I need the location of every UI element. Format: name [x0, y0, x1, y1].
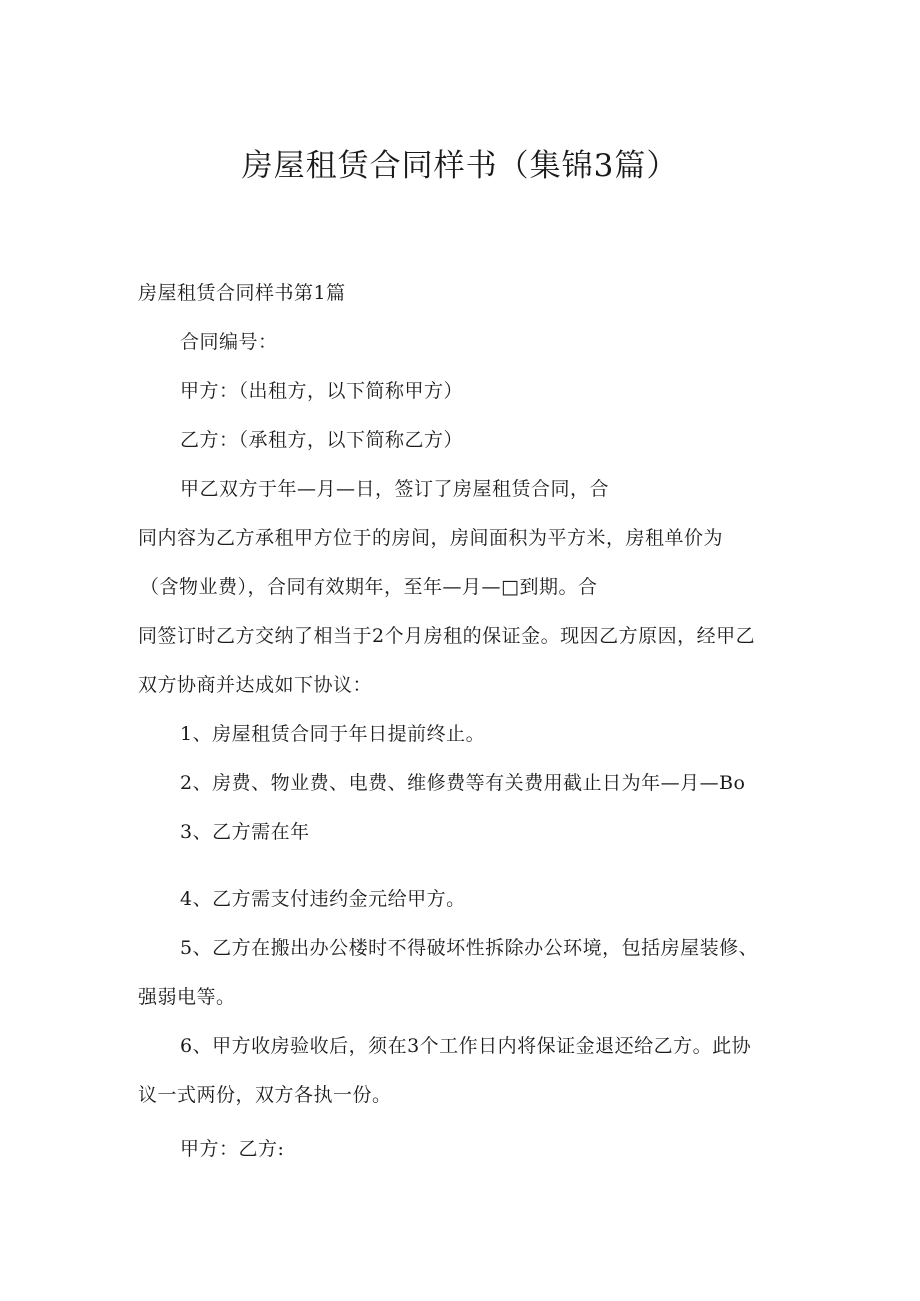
section-heading: 房屋租赁合同样书第1篇 [138, 282, 346, 304]
paragraph-line: （含物业费），合同有效期年，至年—月—□到期。合 [140, 576, 598, 598]
clause-1: 1、房屋租赁合同于年日提前终止。 [180, 723, 486, 745]
party-b-line: 乙方：（承租方，以下简称乙方） [180, 429, 464, 451]
clause-5-continuation: 强弱电等。 [138, 986, 236, 1008]
paragraph-line: 同内容为乙方承租甲方位于的房间，房间面积为平方米，房租单价为 [138, 527, 724, 549]
clause-6: 6、甲方收房验收后，须在3个工作日内将保证金退还给乙方。此协 [180, 1035, 752, 1057]
clause-4: 4、乙方需支付违约金元给甲方。 [180, 888, 466, 910]
paragraph-line: 甲乙双方于年—月—日，签订了房屋租赁合同，合 [180, 478, 610, 500]
document-title: 房屋租赁合同样书（集锦3篇） [241, 148, 679, 184]
clause-3: 3、乙方需在年 [180, 821, 310, 843]
signature-line: 甲方：乙方: [180, 1138, 285, 1160]
paragraph-line: 双方协商并达成如下协议： [138, 674, 373, 696]
clause-2: 2、房费、物业费、电费、维修费等有关费用截止日为年—月—Bo [180, 772, 746, 794]
paragraph-line: 同签订时乙方交纳了相当于2个月房租的保证金。现因乙方原因，经甲乙 [138, 625, 756, 647]
party-a-line: 甲方：（出租方，以下简称甲方） [180, 380, 464, 402]
clause-6-continuation: 议一式两份，双方各执一份。 [138, 1084, 392, 1106]
clause-5: 5、乙方在搬出办公楼时不得破坏性拆除办公环境，包括房屋装修、 [180, 937, 759, 959]
contract-number-line: 合同编号： [180, 331, 278, 353]
